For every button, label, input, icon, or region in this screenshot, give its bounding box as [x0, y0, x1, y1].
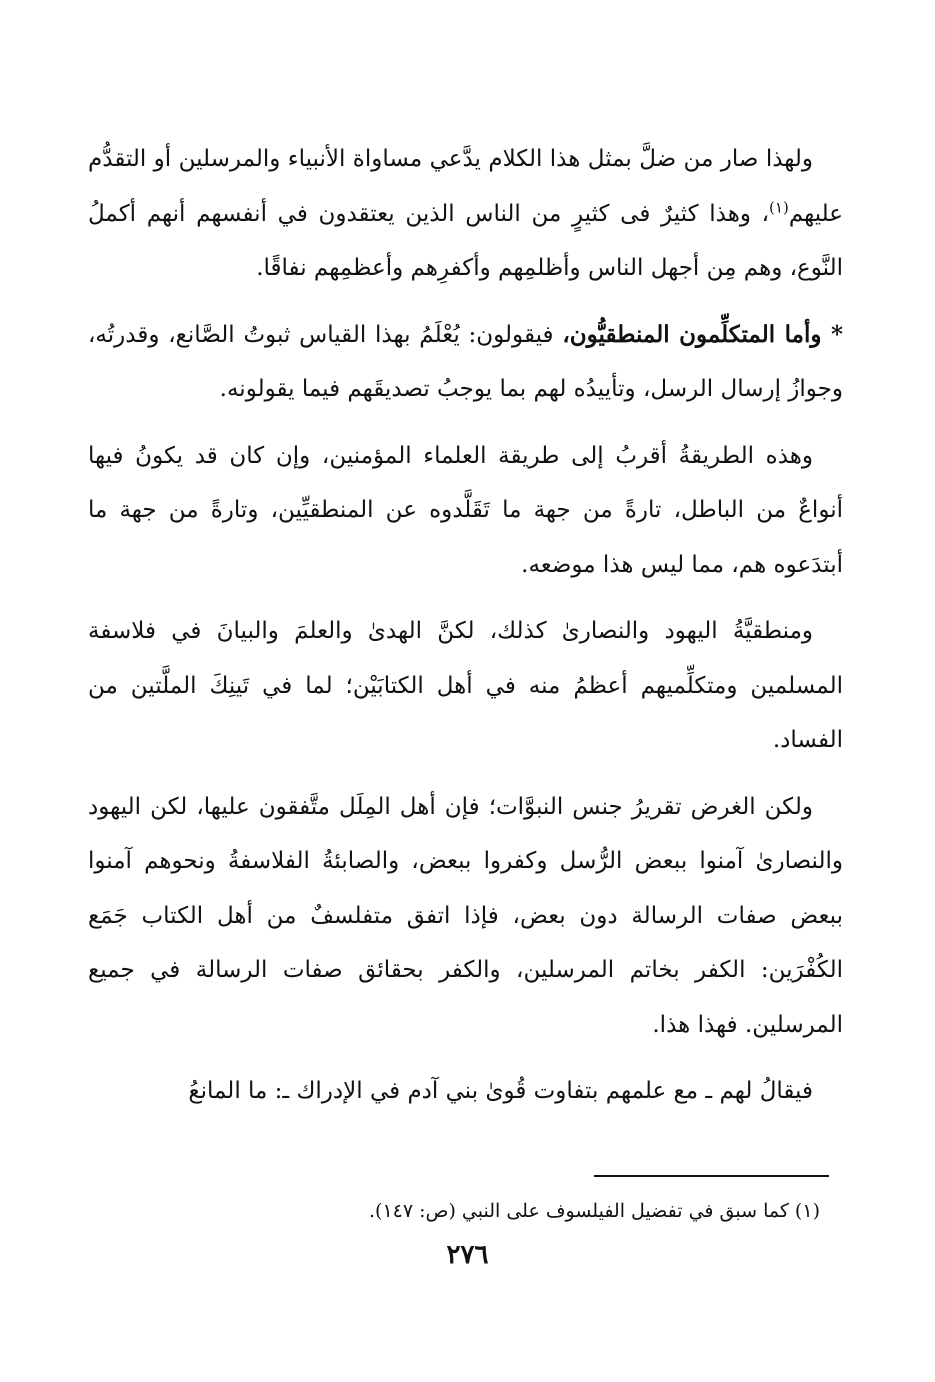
- paragraph-4: ومنطقيَّةُ اليهود والنصارىٰ كذلك، لكنَّ الهدىٰ والعلمَ والبيانَ في فلاسفة المسلمين ومتكلِّميهم أعظمُ منه في أهل الكتابَيْن؛ لما في تَينِكَ الملَّتين من الفساد.: [88, 618, 843, 753]
- paragraph-2: [88, 308, 843, 417]
- main-text: [88, 132, 843, 1131]
- paragraph-2-text: فيقولون: يُعْلَمُ بهذا القياس ثبوتُ الصَّانع، وقدرتُه، وجوازُ إرسال الرسل، وتأييدُه لهم بما يوجبُ تصديقَهم فيما يقولونه.: [88, 321, 843, 402]
- page-number: ٢٧٦: [446, 1240, 489, 1270]
- footnote-reference: (١): [769, 197, 789, 216]
- footnote: (١) كما سبق في تفضيل الفيلسوف على النبي (ص: ١٤٧).: [368, 1200, 820, 1222]
- paragraph-5: ولكن الغرض تقريرُ جنس النبوَّات؛ فإن أهل المِلَل متَّفقون عليها، لكن اليهود والنصارىٰ آمنوا ببعض الرُّسل وكفروا ببعض، والصابئةُ الفلاسفةُ ونحوهم آمنوا ببعض صفات الرسالة دون بعض، فإذا اتفق متفلسفٌ من أهل الكتاب جَمَع الكُفْرَين: الكفر بخاتم المرسلين، والكفر بحقائق صفات الرسالة في جميع المرسلين. فهذا هذا.: [88, 793, 843, 1038]
- paragraph-1-text-before: ولهذا صار من ضلَّ بمثل هذا الكلام يدَّعي مساواة الأنبياء والمرسلين أو التقدُّم عليهم: [88, 146, 843, 227]
- paragraph-2-heading: * وأما المتكلِّمون المنطقيُّون،: [562, 320, 843, 348]
- paragraph-1-text-after: ، وهذا كثيرٌ فى كثيرٍ من الناس الذين يعتقدون في أنفسهم أنهم أكملُ النَّوع، وهم مِن أجهل الناس وأظلمِهم وأكفرِهم وأعظمِهم نفاقًا.: [88, 200, 843, 281]
- paragraph-6: فيقالُ لهم ـ مع علمهم بتفاوت قُوىٰ بني آدم في الإدراك ـ: ما المانعُ: [188, 1078, 813, 1104]
- footnote-divider: [594, 1175, 829, 1177]
- paragraph-3: وهذه الطريقةُ أقربُ إلى طريقة العلماء المؤمنين، وإن كان قد يكونُ فيها أنواعٌ من الباطل، تارةً من جهة ما تَقَلَّدوه عن المنطقيِّين، وتارةً من جهة ما أبتدَعوه هم، مما ليس هذا موضعه.: [88, 442, 843, 578]
- paragraph-1: [88, 132, 843, 296]
